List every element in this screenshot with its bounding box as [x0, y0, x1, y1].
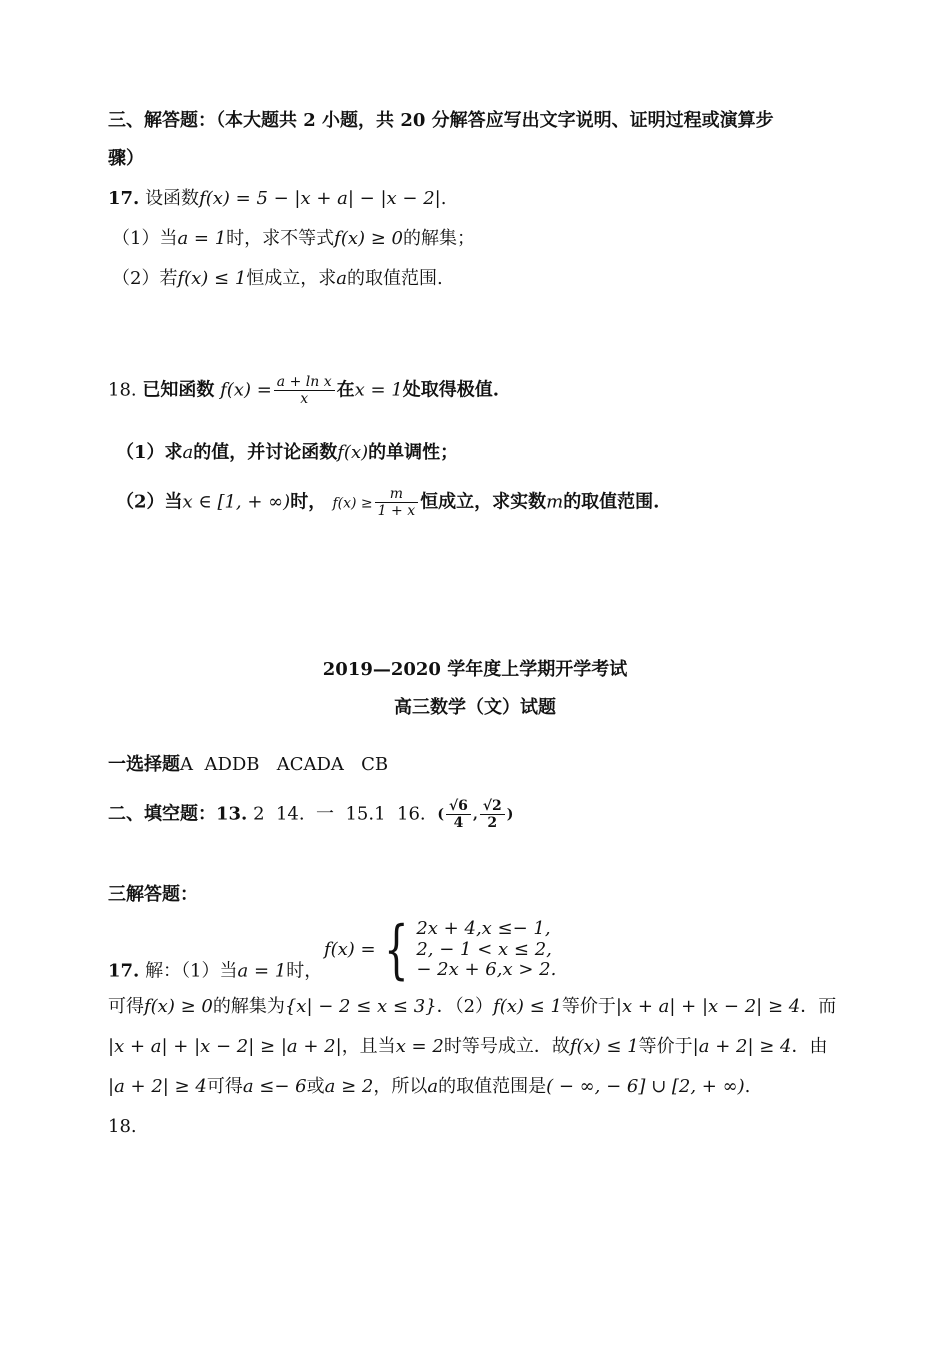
- q17-part2-mid: 恒成立，求: [246, 268, 337, 289]
- q18-part1-mid: 的值，并讨论函数: [193, 442, 338, 463]
- sol17-l3-a: |x + a| + |x − 2| ≥ |a + 2|: [108, 1036, 342, 1057]
- answers-mc: [108, 754, 388, 776]
- fill16-den2: 2: [487, 815, 498, 832]
- sol17-l2-i: ．而: [800, 996, 837, 1017]
- q17-part2-ineq: f(x) ≤ 1: [177, 268, 247, 289]
- q17-part2-var: a: [336, 268, 348, 289]
- answers-section3-label: 三解答题：: [108, 884, 198, 905]
- sol17-line4: [108, 1076, 750, 1098]
- sol17-l2-d: {x| − 2 ≤ x ≤ 3}: [284, 996, 437, 1017]
- sol17-l4-d: 或: [306, 1076, 325, 1097]
- sol17-l3-h: ．由: [791, 1036, 828, 1057]
- answers-fill-16: [437, 798, 513, 831]
- q18-f-lhs: f(x) =: [220, 379, 272, 401]
- q18-part2-end: 的取值范围.: [563, 491, 660, 513]
- sol17-l4-f: ，所以: [373, 1076, 428, 1097]
- q17-part1: [112, 228, 475, 250]
- q18-number: 18.: [108, 379, 137, 401]
- answer-header-line1: 2019—2020 学年度上学期开学考试: [322, 659, 628, 680]
- sol17-l4-g: a: [427, 1076, 439, 1097]
- q17-part1-cond: a = 1: [177, 228, 227, 249]
- sol17-l3-b: ，且当: [341, 1036, 396, 1057]
- q18-part2-lhs: f(x) ≥: [332, 495, 373, 512]
- q18-cond: x = 1: [354, 379, 403, 401]
- q18-mid: 在: [336, 379, 355, 401]
- sol17-l2-b: f(x) ≥ 0: [144, 996, 213, 1017]
- sol17-cond: a = 1: [237, 960, 287, 982]
- q18-part2-fraction: [375, 486, 418, 519]
- q17-part1-mid: 时，求不等式: [226, 228, 335, 249]
- q18-part2-after: 恒成立，求实数: [420, 491, 547, 513]
- q17-end: .: [440, 188, 447, 209]
- fill16-lparen: (: [437, 806, 444, 823]
- sol17-l2-g: 等价于: [561, 996, 616, 1017]
- q17-part2-pre: （2）若: [112, 268, 178, 289]
- sol17-lead: 解：（1）当: [145, 960, 238, 982]
- q17-stem: [108, 188, 446, 210]
- q17-part2-end: 的取值范围.: [347, 268, 443, 289]
- q18-part2-mid: 时，: [290, 491, 327, 513]
- sol17-l2-c: 的解集为: [212, 996, 285, 1017]
- sol17-l3-e: f(x) ≤ 1: [569, 1036, 639, 1057]
- q18-part1-func: f(x): [337, 442, 369, 463]
- sol18-number: 18.: [108, 1116, 137, 1137]
- q18-lead: 已知函数: [142, 379, 215, 401]
- fill16-num2: √2: [480, 798, 505, 815]
- answers-mc-values: A ADDB ACADA CB: [180, 754, 389, 775]
- q18-part1-pre: （1）求: [116, 442, 183, 463]
- sol17-case2: 2, − 1 < x ≤ 2,: [416, 938, 552, 960]
- sol17-line3: [108, 1036, 828, 1058]
- answer-header-line2: 高三数学（文）试题: [394, 697, 556, 718]
- sol17-l2-h: |x + a| + |x − 2| ≥ 4: [615, 996, 801, 1017]
- sol17-l2-e: ．（2）: [436, 996, 494, 1017]
- answers-fill-label: 二、填空题：13.: [108, 803, 248, 825]
- sol17-l4-j: .: [744, 1076, 751, 1097]
- section3-title-line2: 骤）: [108, 148, 144, 169]
- sol17-l4-a: |a + 2| ≥ 4: [108, 1076, 207, 1097]
- fill16-frac1: [446, 798, 471, 831]
- section3-title-line1: 三、解答题：（本大题共 2 小题，共 20 分解答应写出文字说明、证明过程或演算步: [108, 110, 774, 131]
- q18-part2-cond: x ∈ [1, + ∞): [182, 491, 291, 513]
- sol17-l2-f: f(x) ≤ 1: [493, 996, 562, 1017]
- sol17-line1: [108, 913, 557, 987]
- sol17-l4-b: 可得: [206, 1076, 243, 1097]
- sol17-l3-c: x = 2: [395, 1036, 444, 1057]
- fill16-den1: 4: [453, 815, 464, 832]
- q18-frac-den: x: [300, 391, 309, 408]
- q18-part2: [116, 486, 659, 519]
- q17-lead: 设函数: [145, 188, 200, 209]
- q18-part1-end: 的单调性；: [368, 442, 459, 463]
- answers-fill-values: 2 14. 一 15.1 16.: [253, 803, 426, 825]
- sol17-l4-h: 的取值范围是: [438, 1076, 547, 1097]
- q17-function: f(x) = 5 − |x + a| − |x − 2|: [199, 188, 441, 209]
- sol17-l3-g: |a + 2| ≥ 4: [692, 1036, 792, 1057]
- q18-part2-frac-num: m: [375, 486, 418, 503]
- q18-part2-frac-den: 1 + x: [377, 503, 416, 520]
- answers-fill: [108, 798, 513, 831]
- q18-frac-num: a + ln x: [274, 374, 335, 391]
- sol17-piecewise: [323, 913, 557, 987]
- sol17-mid: 时，: [286, 960, 323, 982]
- q18-part1: [116, 442, 458, 464]
- answers-mc-label: 一选择题: [108, 754, 180, 775]
- q17-part1-pre: （1）当: [112, 228, 178, 249]
- sol17-brace: {: [383, 913, 409, 987]
- q18-end: 处取得极值.: [402, 379, 500, 401]
- q17-number: 17.: [108, 188, 140, 209]
- sol17-number: 17.: [108, 960, 140, 982]
- sol17-l3-f: 等价于: [638, 1036, 693, 1057]
- q18-part2-pre: （2）当: [116, 491, 183, 513]
- sol17-line2: [108, 996, 836, 1018]
- sol17-cases: [416, 919, 556, 981]
- fill16-num1: √6: [446, 798, 471, 815]
- q18-fraction: [274, 374, 335, 407]
- fill16-comma: ,: [472, 806, 478, 823]
- sol17-l2-a: 可得: [108, 996, 144, 1017]
- q18-part2-var: m: [546, 491, 564, 513]
- q18-stem: [108, 374, 499, 407]
- fill16-rparen: ): [506, 806, 514, 823]
- fill16-frac2: [480, 798, 505, 831]
- q18-part1-var: a: [182, 442, 194, 463]
- q17-part1-ineq: f(x) ≥ 0: [334, 228, 404, 249]
- sol17-case1: 2x + 4,x ≤− 1,: [416, 917, 551, 939]
- sol17-l4-c: a ≤− 6: [242, 1076, 307, 1097]
- sol17-l3-d: 时等号成立．故: [443, 1036, 570, 1057]
- q17-part1-end: 的解集；: [403, 228, 476, 249]
- q17-part2: [112, 268, 443, 290]
- sol17-case3: − 2x + 6,x > 2.: [416, 959, 557, 981]
- sol17-pw-lhs: f(x) =: [323, 939, 376, 960]
- sol17-l4-i: ( − ∞, − 6] ∪ [2, + ∞): [546, 1076, 745, 1097]
- sol17-l4-e: a ≥ 2: [324, 1076, 374, 1097]
